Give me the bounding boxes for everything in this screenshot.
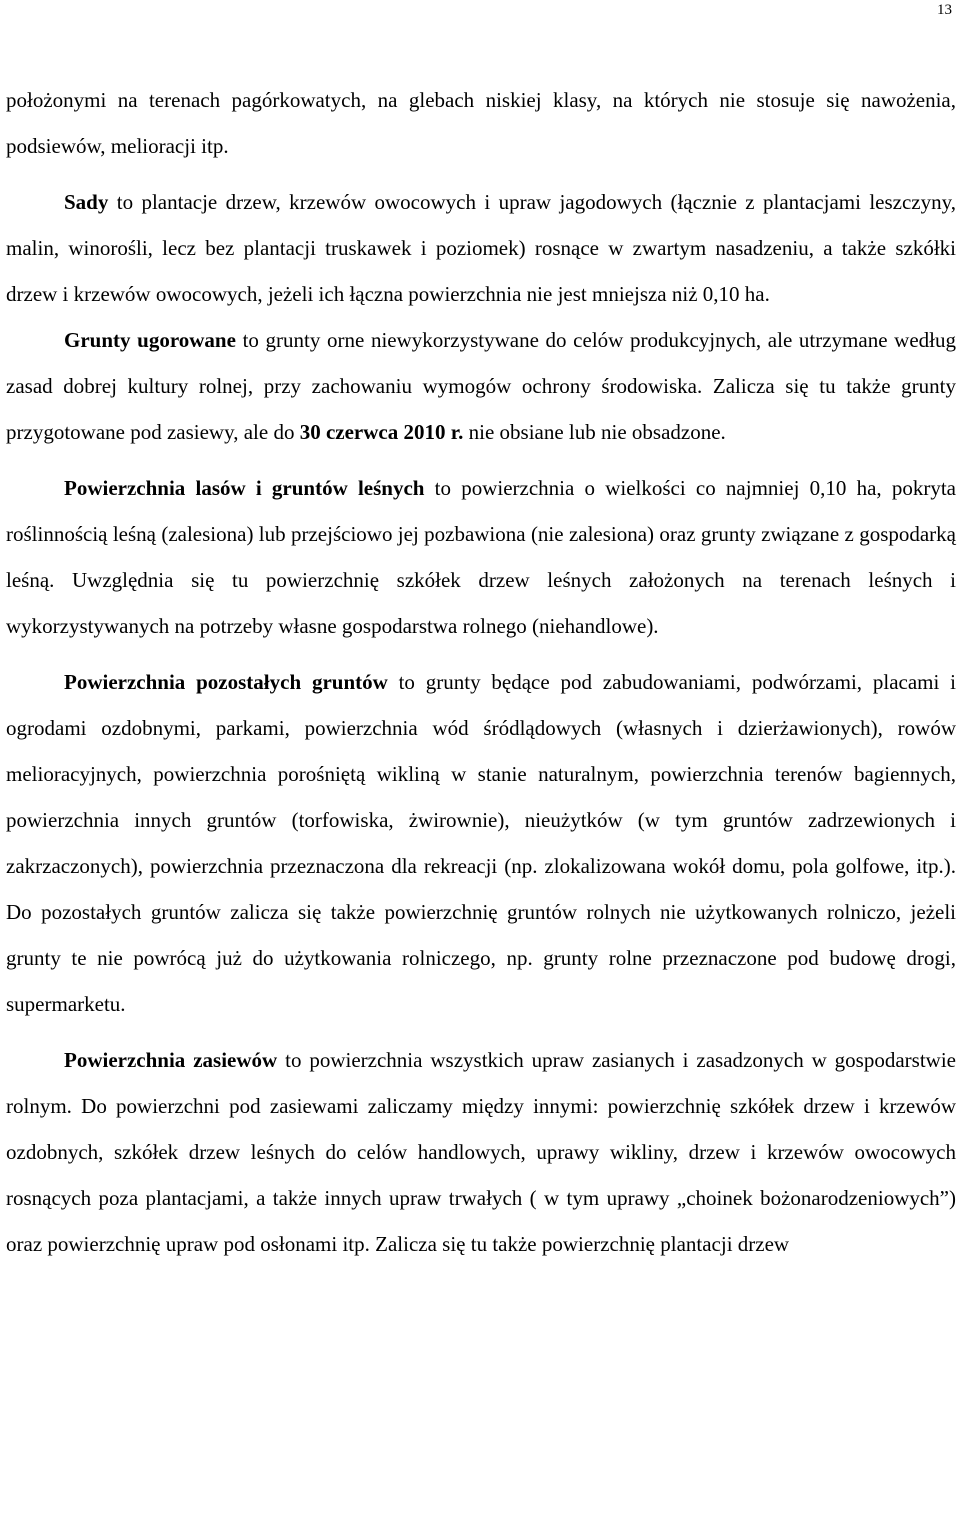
paragraph-text: to grunty będące pod zabudowaniami, podwórzami, placami i ogrodami ozdobnymi, parkami, powierzchnia wód śródlądowych (własnych i dzierżawionych), rowów melioracyjnych, powierzchnia porośniętą wikliną w stanie naturalnym, powierzchnia terenów bagiennych, powierzchnia innych gruntów (torfowiska, żwirownie), nieużytków (w tym gruntów zadrzewionych i zakrzaczonych), powierzchnia przeznaczona dla rekreacji (np. zlokalizowana wokół domu, pola golfowe, itp.). Do pozostałych gruntów zalicza się także powierzchnię gruntów rolnych nie użytkowanych rolniczo, jeżeli grunty te nie powrócą już do użytkowania rolniczego, np. grunty rolne przeznaczone pod budowę drogi, supermarketu.	[6, 670, 956, 1016]
paragraph-text: to plantacje drzew, krzewów owocowych i upraw jagodowych (łącznie z plantacjami leszczyny, malin, winorośli, lecz bez plantacji truskawek i poziomek) rosnące w zwartym nasadzeniu, a także szkółki drzew i krzewów owocowych, jeżeli ich łączna powierzchnia nie jest mniejsza niż 0,10 ha.	[6, 190, 956, 306]
document-body	[6, 77, 956, 1267]
term-sady: Sady	[64, 190, 109, 214]
paragraph-sady	[6, 179, 956, 317]
paragraph-text: to powierzchnia o wielkości co najmniej 0,10 ha, pokryta roślinnością leśną (zalesiona) lub przejściowo jej pozbawiona (nie zalesiona) oraz grunty związane z gospodarką leśną. Uwzględnia się tu powierzchnię szkółek drzew leśnych założonych na terenach leśnych i wykorzystywanych na potrzeby własne gospodarstwa rolnego (niehandlowe).	[6, 476, 956, 638]
paragraph-text: to powierzchnia wszystkich upraw zasianych i zasadzonych w gospodarstwie rolnym. Do powierzchni pod zasiewami zaliczamy między innymi: powierzchnię szkółek drzew i krzewów ozdobnych, szkółek drzew leśnych do celów handlowych, uprawy wikliny, drzew i krzewów owocowych rosnących poza plantacjami, a także innych upraw trwałych ( w tym uprawy „choinek bożonarodzeniowych”) oraz powierzchnię upraw pod osłonami itp. Zalicza się tu także powierzchnię plantacji drzew	[6, 1048, 956, 1256]
paragraph-text-end: nie obsiane lub nie obsadzone.	[463, 420, 726, 444]
paragraph-powierzchnia-zasiewow	[6, 1037, 956, 1267]
date-emphasis: 30 czerwca 2010 r.	[299, 420, 464, 444]
paragraph-text: położonymi na terenach pagórkowatych, na glebach niskiej klasy, na których nie stosuje się nawożenia, podsiewów, melioracji itp.	[6, 88, 956, 158]
term-powierzchnia-lasow: Powierzchnia lasów i gruntów leśnych	[64, 476, 425, 500]
paragraph-powierzchnia-lasow	[6, 465, 956, 649]
paragraph-grunty-ugorowane	[6, 317, 956, 455]
term-powierzchnia-zasiewow: Powierzchnia zasiewów	[64, 1048, 278, 1072]
paragraph-text: to grunty orne niewykorzystywane do celów produkcyjnych, ale utrzymane według zasad dobrej kultury rolnej, przy zachowaniu wymogów ochrony środowiska. Zalicza się tu także grunty przygotowane pod zasiewy, ale do	[6, 328, 956, 444]
page-number: 13	[937, 2, 952, 18]
term-grunty-ugorowane: Grunty ugorowane	[64, 328, 236, 352]
paragraph-powierzchnia-pozostalych	[6, 659, 956, 1027]
term-powierzchnia-pozostalych: Powierzchnia pozostałych gruntów	[64, 670, 388, 694]
paragraph-continuation	[6, 77, 956, 169]
